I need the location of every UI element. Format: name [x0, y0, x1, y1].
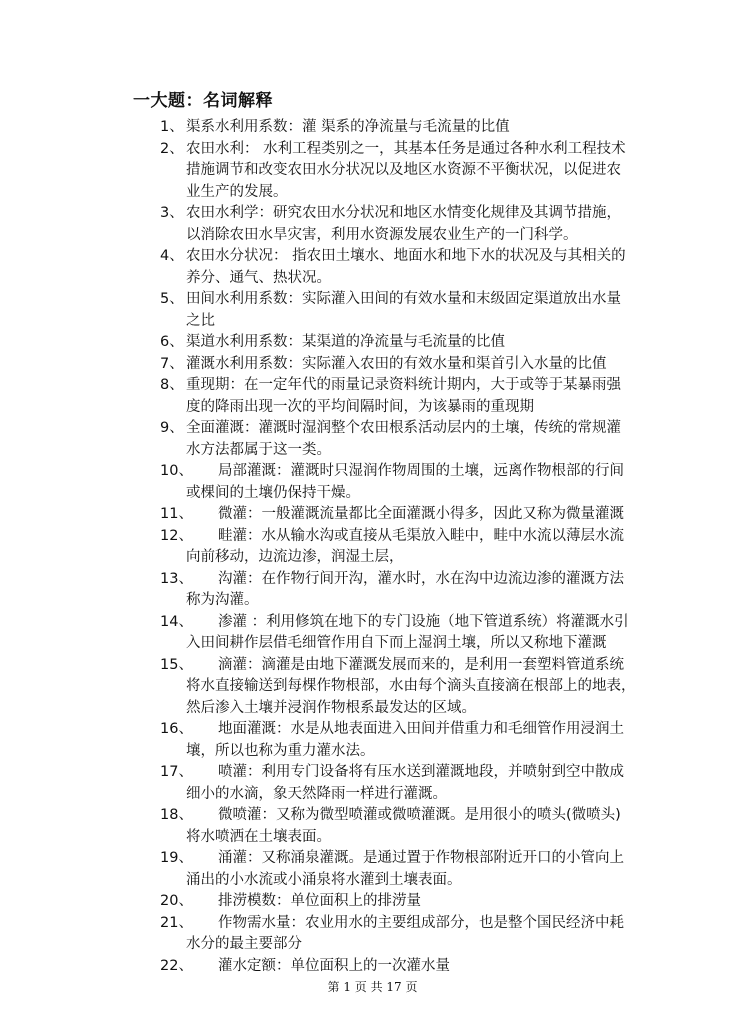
definition-item	[160, 913, 720, 935]
item-line: 养分、通气、热状况。	[186, 269, 331, 286]
item-continuation	[160, 827, 720, 849]
definition-item	[160, 289, 720, 332]
definition-item	[160, 762, 720, 784]
item-continuation	[160, 676, 720, 698]
item-line: 灌水定额：单位面积上的一次灌水量	[218, 957, 450, 974]
item-line: 水分的最主要部分	[186, 936, 302, 952]
item-number: 10、	[160, 463, 193, 479]
definition-item	[160, 504, 720, 526]
item-number: 20、	[160, 893, 193, 909]
item-number: 5、	[160, 291, 184, 307]
item-text	[186, 375, 720, 418]
item-number: 4、	[160, 248, 184, 264]
definition-item	[160, 354, 720, 376]
item-line: 度的降雨出现一次的平均间隔时间，为该暴雨的重现期	[186, 398, 534, 415]
item-number: 3、	[160, 205, 184, 221]
item-line: 称为沟灌。	[186, 592, 259, 608]
item-text	[218, 461, 720, 483]
item-line: 之比	[186, 312, 215, 329]
item-line: 渠道水利用系数：某渠道的净流量与毛流量的比值	[186, 334, 505, 350]
item-number: 12、	[160, 527, 193, 544]
definition-item	[160, 526, 720, 548]
item-number: 18、	[160, 807, 193, 823]
item-continuation	[160, 483, 720, 505]
item-number: 21、	[160, 914, 193, 931]
item-line: 细小的水滴，象天然降雨一样进行灌溉。	[186, 785, 447, 802]
page-footer: 第 1 页 共 17 页	[327, 980, 418, 994]
item-line: 壤，所以也称为重力灌水法。	[186, 742, 375, 759]
item-text	[218, 891, 720, 913]
item-line: 涌出的小水流或小涌泉将水灌到土壤表面。	[186, 871, 462, 888]
item-text	[218, 719, 720, 741]
definition-item	[160, 612, 720, 634]
item-number: 2、	[160, 140, 184, 157]
item-line: 入田间耕作层借毛细管作用自下而上湿润土壤，所以又称地下灌溉	[186, 635, 607, 651]
item-text	[186, 418, 720, 461]
item-continuation	[160, 547, 720, 569]
item-continuation	[160, 590, 720, 612]
item-text	[186, 289, 720, 332]
item-line: 农田水分状况： 指农田土壤水、地面水和地下水的状况及与其相关的	[186, 248, 626, 264]
item-text	[218, 569, 720, 591]
item-text	[218, 805, 720, 827]
item-line: 作物需水量：农业用水的主要组成部分，也是整个国民经济中耗	[218, 914, 624, 931]
item-line: 灌溉水利用系数：实际灌入农田的有效水量和渠首引入水量的比值	[186, 355, 607, 372]
item-line: 渗灌 ：利用修筑在地下的专门设施（地下管道系统）将灌溉水引	[218, 613, 629, 630]
definition-item	[160, 246, 720, 289]
item-line: 喷灌：利用专门设备将有压水送到灌溉地段，并喷射到空中散成	[218, 764, 624, 780]
definition-item	[160, 139, 720, 204]
item-continuation	[160, 934, 720, 956]
item-number: 14、	[160, 613, 193, 630]
definition-list	[160, 117, 720, 977]
section-title: 一大题：名词解释	[133, 91, 273, 111]
item-text	[218, 913, 720, 935]
item-line: 沟灌：在作物行间开沟，灌水时，水在沟中边流边渗的灌溉方法	[218, 570, 624, 587]
item-line: 以消除农田水旱灾害，利用水资源发展农业生产的一门科学。	[186, 226, 578, 243]
item-number: 17、	[160, 764, 193, 780]
item-line: 水方法都属于这一类。	[186, 441, 331, 458]
item-text	[186, 332, 720, 354]
item-line: 农田水利学：研究农田水分状况和地区水情变化规律及其调节措施，	[186, 205, 621, 221]
item-number: 1、	[160, 119, 184, 135]
item-line: 全面灌溉：灌溉时湿润整个农田根系活动层内的土壤，传统的常规灌	[186, 420, 621, 436]
definition-item	[160, 117, 720, 139]
item-text	[218, 956, 720, 978]
item-text	[186, 246, 720, 289]
item-text	[218, 762, 720, 784]
item-number: 16、	[160, 721, 193, 737]
item-line: 重现期：在一定年代的雨量记录资料统计期内，大于或等于某暴雨强	[186, 377, 621, 393]
item-number: 9、	[160, 420, 184, 436]
item-continuation	[160, 870, 720, 892]
item-number: 13、	[160, 570, 193, 587]
item-text	[218, 612, 720, 634]
item-line: 业生产的发展。	[186, 183, 288, 200]
definition-item	[160, 203, 720, 246]
item-number: 8、	[160, 377, 184, 393]
item-line: 地面灌溉：水是从地表面进入田间并借重力和毛细管作用浸润土	[218, 721, 624, 737]
definition-item	[160, 569, 720, 591]
item-line: 农田水利： 水利工程类别之一，其基本任务是通过各种水利工程技术	[186, 140, 626, 157]
definition-item	[160, 848, 720, 870]
item-number: 19、	[160, 850, 193, 866]
item-line: 将水喷洒在土壤表面。	[186, 828, 331, 845]
definition-item	[160, 891, 720, 913]
item-number: 15、	[160, 656, 193, 673]
item-line: 排涝模数：单位面积上的排涝量	[218, 893, 421, 909]
item-line: 局部灌溉：灌溉时只湿润作物周围的土壤，远离作物根部的行间	[218, 463, 624, 479]
definition-item	[160, 805, 720, 827]
definition-item	[160, 719, 720, 741]
definition-item	[160, 375, 720, 418]
definition-item	[160, 418, 720, 461]
definition-item	[160, 332, 720, 354]
item-text	[186, 203, 720, 246]
definition-item	[160, 956, 720, 978]
item-line: 或棵间的土壤仍保持干燥。	[186, 484, 360, 501]
item-text	[186, 354, 720, 376]
item-continuation	[160, 784, 720, 806]
item-continuation	[160, 633, 720, 655]
item-line: 渠系水利用系数：灌 渠系的净流量与毛流量的比值	[186, 119, 510, 135]
item-text	[186, 117, 720, 139]
item-line: 畦灌：水从输水沟或直接从毛渠放入畦中，畦中水流以薄层水流	[218, 527, 624, 544]
item-line: 将水直接输送到每棵作物根部，水由每个滴头直接滴在根部上的地表，	[186, 678, 636, 694]
item-line: 措施调节和改变农田水分状况以及地区水资源不平衡状况，以促进农	[186, 162, 621, 178]
definition-item	[160, 655, 720, 677]
item-line: 微喷灌：又称为微型喷灌或微喷灌溉。是用很小的喷头(微喷头)	[218, 807, 621, 823]
definition-item	[160, 461, 720, 483]
item-number: 7、	[160, 355, 184, 372]
item-text	[186, 139, 720, 204]
item-line: 涌灌：又称涌泉灌溉。是通过置于作物根部附近开口的小管向上	[218, 850, 624, 866]
item-text	[218, 655, 720, 677]
item-continuation	[160, 698, 720, 720]
item-line: 向前移动，边流边渗，润湿土层，	[186, 549, 404, 565]
item-text	[218, 526, 720, 548]
item-line: 微灌：一般灌溉流量都比全面灌溉小得多，因此又称为微量灌溉	[218, 506, 624, 522]
item-text	[218, 848, 720, 870]
item-text	[218, 504, 720, 526]
item-number: 11、	[160, 506, 193, 522]
item-line: 然后渗入土壤并浸润作物根系最发达的区域。	[186, 699, 476, 716]
item-number: 6、	[160, 334, 184, 350]
item-continuation	[160, 741, 720, 763]
item-line: 田间水利用系数：实际灌入田间的有效水量和末级固定渠道放出水量	[186, 291, 621, 307]
item-number: 22、	[160, 957, 193, 974]
item-line: 滴灌：滴灌是由地下灌溉发展而来的，是利用一套塑料管道系统	[218, 656, 624, 673]
